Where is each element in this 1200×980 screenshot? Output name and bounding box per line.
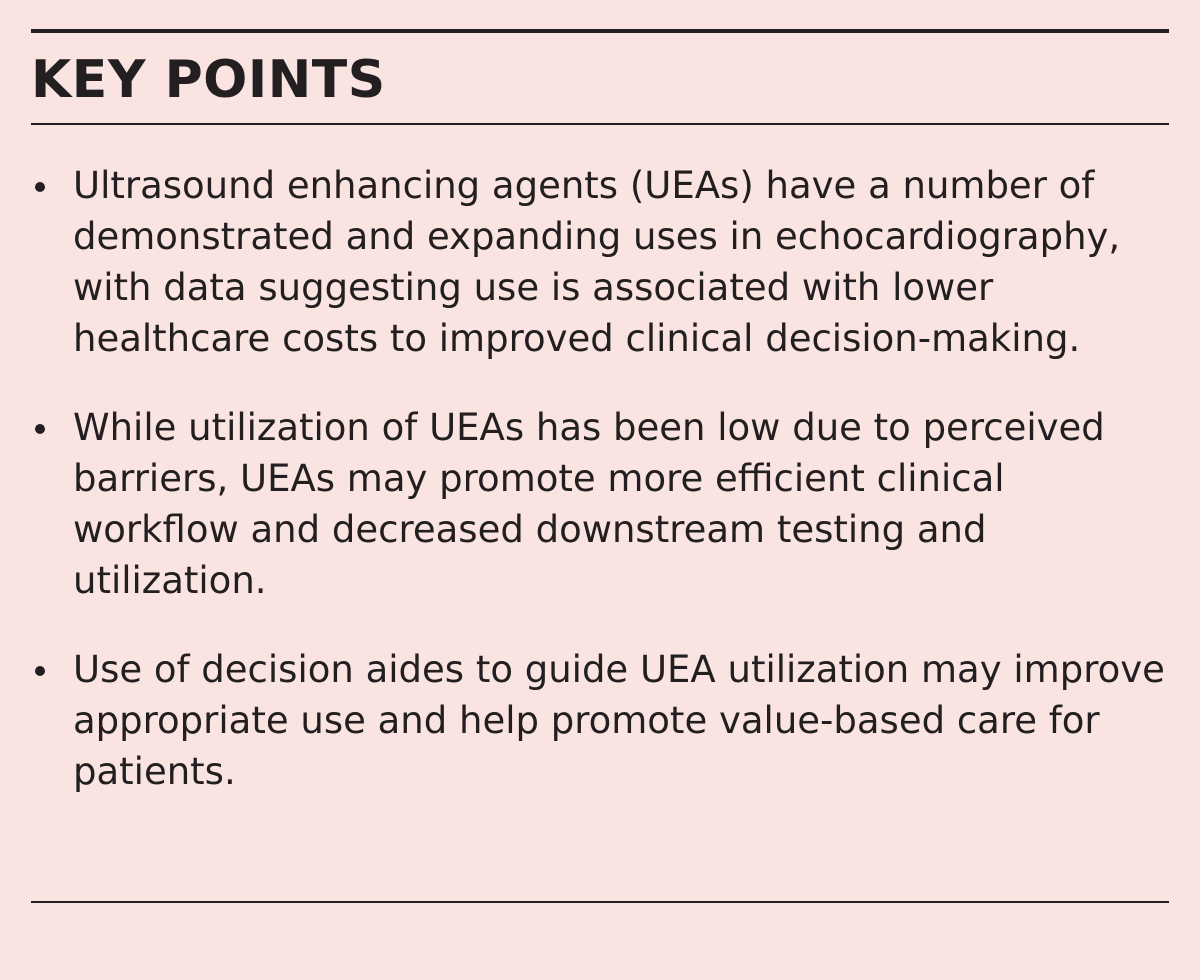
key-points-list xyxy=(31,160,1169,835)
bottom-rule xyxy=(31,901,1169,903)
point-text: While utilization of UEAs has been low due to perceived barriers, UEAs may promote more efficient clinical workflow and decreased downstream testing and utilization. xyxy=(73,406,1105,602)
bullet-icon xyxy=(35,424,45,434)
point-text: Use of decision aides to guide UEA utilization may improve appropriate use and help promote value-based care for patients. xyxy=(73,648,1165,793)
bullet-icon xyxy=(35,182,45,192)
heading-rule xyxy=(31,123,1169,125)
bullet-icon xyxy=(35,666,45,676)
list-item xyxy=(31,644,1169,797)
panel-heading: KEY POINTS xyxy=(31,50,386,110)
key-points-panel xyxy=(31,0,1169,980)
list-item xyxy=(31,402,1169,606)
point-text: Ultrasound enhancing agents (UEAs) have a number of demonstrated and expanding uses in echocardiography, with data suggesting use is associated with lower healthcare costs to improved clinical decision-making. xyxy=(73,164,1121,360)
top-rule xyxy=(31,29,1169,33)
list-item xyxy=(31,160,1169,364)
